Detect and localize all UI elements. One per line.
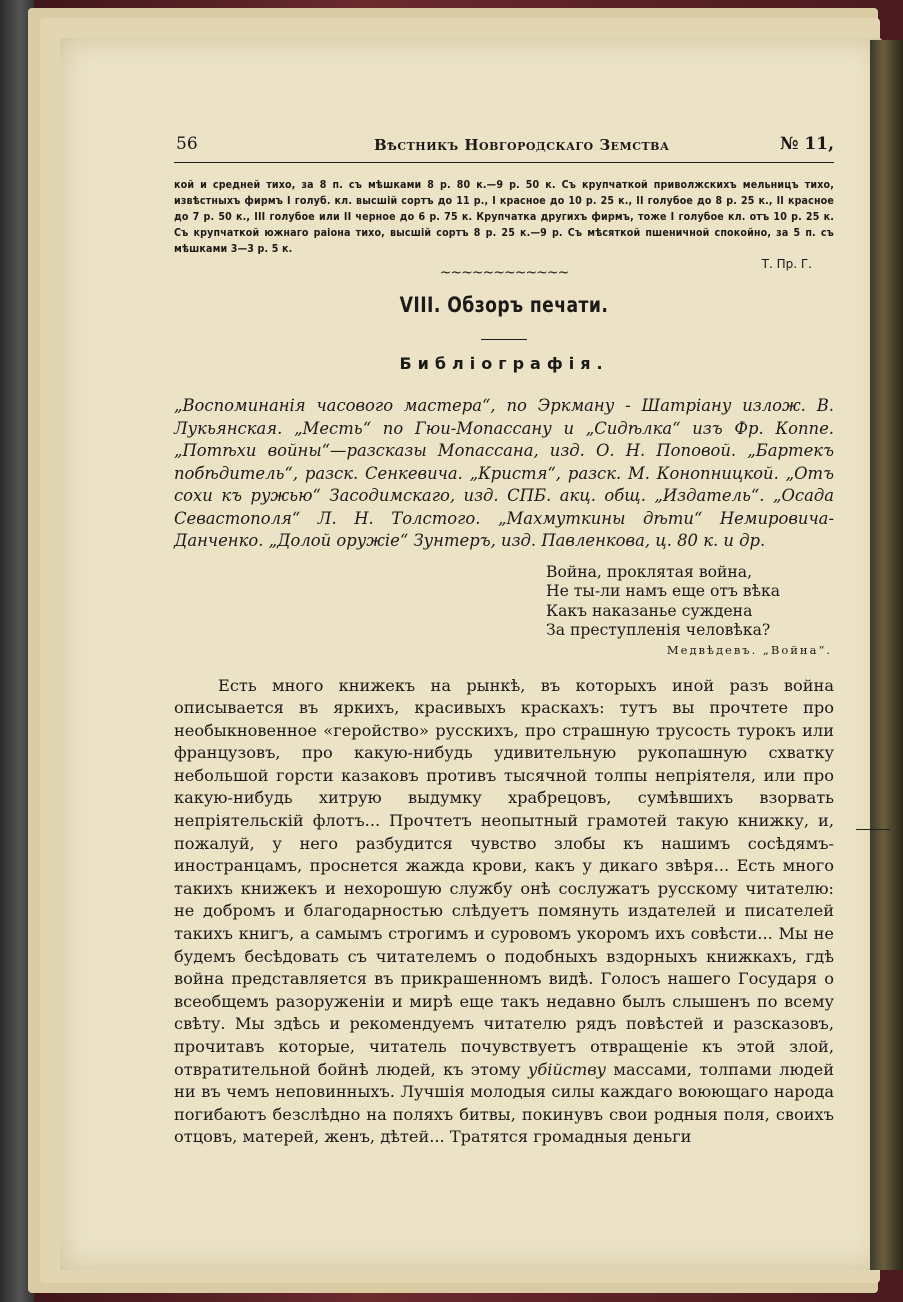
- short-rule: [481, 339, 527, 340]
- bibliography-list: „Воспоминанія часового мастера“, по Эркману - Шатріану излож. В. Лукьянская. „Месть“ по Гюи-Мопассану и „Сидѣлка“ изъ Фр. Коппе. „Потѣхи войны“—разсказы Мопассана, изд. О. Н. Поповой. „Бартекъ побѣдитель“, разск. Сенкевича. „Кристя“, разск. М. Конопницкой. „Отъ сохи къ ружью“ Засодимскаго, изд. СПБ. акц. общ. „Издатель“. „Осада Севастополя“ Л. Н. Толстого. „Махмуткины дѣти“ Немировича-Данченко. „Долой оружіе“ Зунтеръ, изд. Павленкова, ц. 80 к. и др.: [174, 396, 834, 550]
- section-title: VIII. Обзоръ печати.: [399, 293, 609, 317]
- wavy-divider: ~~~~~~~~~~~~: [439, 265, 569, 281]
- page-number: 56: [176, 134, 198, 154]
- margin-tick-mark: [856, 829, 890, 830]
- epigraph-line: За преступленія человѣка?: [546, 621, 771, 639]
- epigraph-line: Война, проклятая война,: [546, 562, 753, 581]
- market-report-signature: Т. Пр. Г.: [761, 257, 812, 271]
- epigraph-line: Какъ наказанье суждена: [546, 601, 753, 620]
- epigraph-attribution: Медвѣдевъ. „Война“.: [666, 642, 832, 657]
- page-content: [174, 130, 834, 1149]
- journal-title: Вѣстникъ Новгородскаго Земства: [374, 136, 670, 154]
- body-text-part: Есть много книжекъ на рынкѣ, въ которыхъ иной разъ война описывается въ яркихъ, красивыхъ краскахъ: тутъ вы прочтете про необыкновенное «геройство» русскихъ, про страшную трусость турокъ или французовъ, про какую-нибудь удивительную рукопашную схватку небольшой горсти казаковъ противъ тысячной толпы непріятеля, или про какую-нибудь хитрую выдумку храбрецовъ, сумѣвшихъ взорвать непріятельскій флотъ... Прочтетъ неопытный грамотей такую книжку, и, пожалуй, у него разбудится чувство злобы къ нашимъ сосѣдямъ-иностранцамъ, проснется жажда крови, какъ у дикаго звѣря... Есть много такихъ книжекъ и нехорошую службу онѣ сослужатъ русскому читателю: не добромъ и благодарностью слѣдуетъ помянуть издателей и писателей такихъ книгъ, а самымъ строгимъ и суровомъ укоромъ ихъ совѣсти... Мы не будемъ бесѣдовать съ читателемъ о подобныхъ вздорныхъ книжкахъ, гдѣ война представляется въ прикрашенномъ видѣ. Голосъ нашего Государя о всеобщемъ разоруженіи и мирѣ еще такъ недавно былъ слышенъ по всему свѣту. Мы здѣсь и рекомендуемъ читателю рядъ повѣстей и разсказовъ, прочитавъ которые, читатель почувствуетъ отвращеніе къ этой злой, отвратительной бойнѣ людей, къ этому: [174, 675, 834, 1079]
- body-text-part: массами, толпами людей ни въ чемъ неповинныхъ. Лучшія молодыя силы каждаго воюющаго народа погибаютъ безслѣдно на поляхъ битвы, покинувъ свои родныя поля, своихъ отцовъ, матерей, женъ, дѣтей... Тратятся громадныя деньги: [174, 1059, 834, 1147]
- emphasized-word: убійству: [527, 1059, 607, 1079]
- bibliography-heading: Библіографія.: [399, 354, 609, 373]
- issue-number: № 11,: [780, 134, 834, 154]
- body-paragraph: [174, 675, 834, 1149]
- epigraph: [546, 563, 834, 641]
- running-head: [174, 130, 834, 163]
- epigraph-line: Не ты-ли намъ еще отъ вѣка: [546, 582, 781, 600]
- market-report: кой и средней тихо, за 8 п. съ мѣшками 8 р. 80 к.—9 р. 50 к. Съ крупчаткой приволжскихъ мельницъ тихо, извѣстныхъ фирмъ I голуб. кл. высшій сортъ до 11 р., I красное до 10 р. 25 к., II голубое до 8 р. 25 к., II красное до 7 р. 50 к., III голубое или II черное до 6 р. 75 к. Крупчатка другихъ фирмъ, тоже I голубое кл. отъ 10 р. 25 к. Съ крупчаткой южнаго раіона тихо, высшій сортъ 8 р. 25 к.—9 р. Съ мѣсяткой пшеничной спокойно, за 5 п. съ мѣшками 3—3 р. 5 к.: [174, 179, 834, 255]
- right-page-edge: [870, 40, 903, 1270]
